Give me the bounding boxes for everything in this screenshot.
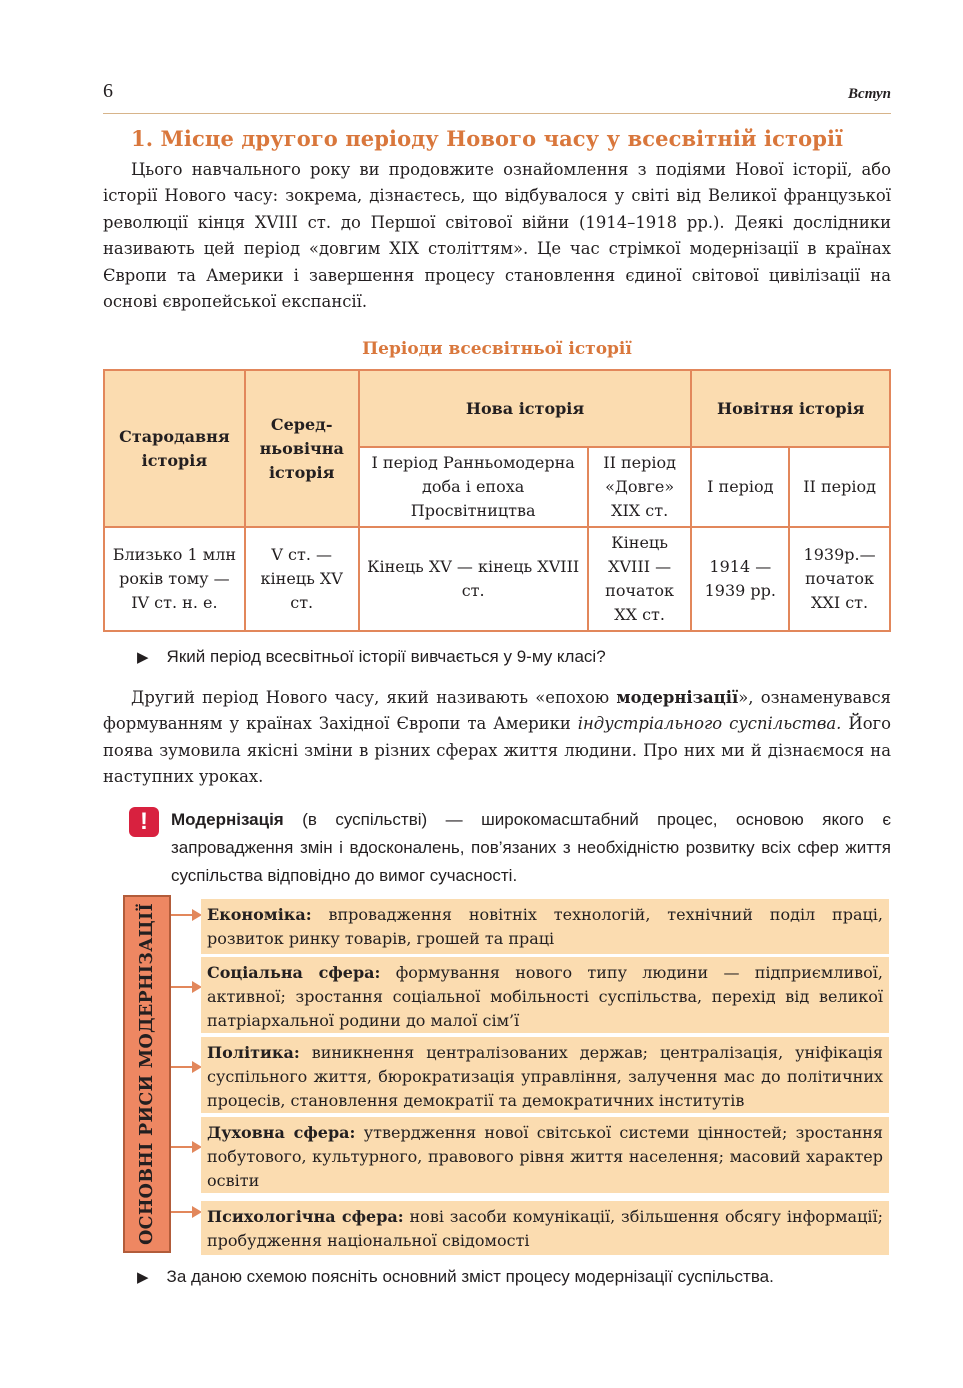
diagram-label-text: ОСНОВНІ РИСИ МОДЕРНІЗАЦІЇ bbox=[137, 903, 157, 1245]
triangle-right-icon: ▶ bbox=[137, 1269, 149, 1286]
header-modern: Нова історія bbox=[359, 370, 692, 447]
feature-text: утвердження нової світської системи цінностей; зростання побутового, культурного, правового рівня життя населення; масовий характер освіти bbox=[207, 1123, 884, 1190]
dates-contemporary-2: 1939р.— початок XXI ст. bbox=[789, 527, 890, 631]
definition-term: Модернізація bbox=[171, 810, 284, 829]
running-head: Вступ bbox=[848, 86, 891, 102]
exclamation-icon: ! bbox=[129, 807, 159, 837]
question-2 bbox=[137, 1267, 774, 1287]
feature-psychological bbox=[201, 1201, 889, 1255]
subheader-modern-1: I період Ранньомодерна доба і епоха Просвітництва bbox=[359, 447, 588, 527]
subheader-contemporary-2: II період bbox=[789, 447, 890, 527]
header-medieval: Серед-ньовічна історія bbox=[245, 370, 359, 527]
feature-term: Соціальна сфера: bbox=[207, 963, 381, 982]
dates-ancient: Близько 1 млн років тому — IV ст. н. е. bbox=[104, 527, 245, 631]
triangle-right-icon: ▶ bbox=[137, 649, 149, 666]
feature-term: Психологічна сфера: bbox=[207, 1207, 404, 1226]
paragraph-2-bold-term: модернізації bbox=[616, 688, 739, 707]
section-title: 1. Місце другого періоду Нового часу у всесвітній історії bbox=[131, 126, 844, 151]
periods-table bbox=[103, 369, 891, 632]
arrow-right-icon bbox=[171, 914, 193, 916]
definition-text: (в суспільстві) — широкомасштабний процес, основою якого є запровадження змін і вдосконалень, пов’язаних з необхідністю розвитку всіх сфер життя суспільства відповідно до вимог сучасності. bbox=[171, 810, 891, 885]
feature-term: Економіка: bbox=[207, 905, 312, 924]
question-1-text: Який період всесвітньої історії вивчається у 9-му класі? bbox=[166, 647, 606, 666]
feature-term: Духовна сфера: bbox=[207, 1123, 356, 1142]
paragraph-2-text bbox=[103, 685, 891, 791]
header-contemporary: Новітня історія bbox=[691, 370, 890, 447]
feature-politics bbox=[201, 1037, 889, 1113]
header-ancient: Стародавня історія bbox=[104, 370, 245, 527]
question-1 bbox=[137, 647, 606, 667]
subheader-modern-2: II період «Довге» XIX ст. bbox=[588, 447, 692, 527]
feature-text: виникнення централізованих держав; централізація, уніфікація суспільного життя, бюрократизація управління, залучення мас до політичних процесів, становлення демократії та демократичних інститутів bbox=[207, 1043, 883, 1110]
dates-modern-1: Кінець XV — кінець XVIII ст. bbox=[359, 527, 588, 631]
arrow-right-icon bbox=[171, 986, 193, 988]
feature-spiritual bbox=[201, 1117, 889, 1193]
paragraph-2-part1: Другий період Нового часу, який називають «епохою bbox=[131, 688, 617, 707]
table-dates-row bbox=[104, 527, 890, 631]
page-number: 6 bbox=[103, 80, 113, 102]
paragraph-2 bbox=[103, 685, 891, 791]
dates-medieval: V ст. — кінець XV ст. bbox=[245, 527, 359, 631]
subheader-contemporary-1: I період bbox=[691, 447, 789, 527]
header-rule bbox=[103, 113, 891, 114]
feature-text: формування нового типу людини — підприємливої, активної; зростання соціальної мобільності суспільства, перехід від великої патріархальної родини до малої сім’ї bbox=[207, 963, 883, 1030]
question-2-text: За даною схемою поясніть основний зміст процесу модернізації суспільства. bbox=[166, 1267, 774, 1286]
arrow-right-icon bbox=[171, 1066, 193, 1068]
feature-term: Політика: bbox=[207, 1043, 300, 1062]
diagram-label bbox=[123, 895, 171, 1253]
paragraph-2-part3: Його поява зумовила якісні зміни в різних сферах життя людини. Про них ми й дізнаємося на наступних уроках. bbox=[103, 714, 892, 787]
arrow-right-icon bbox=[171, 1211, 193, 1213]
intro-paragraph-text: Цього навчального року ви продовжите ознайомлення з подіями Нової історії, або історії Нового часу: зокрема, дізнаєтесь, що відбувалося у світі від Великої французької революції кінця XVIII ст. до Першої світової війни (1914–1918 рр.). Деякі дослідники називають цей період «довгим XIX століттям». Це час стрімкої модернізації в країнах Європи та Америки і завершення процесу становлення єдиної світової цивілізації на основі європейської експансії. bbox=[103, 160, 891, 312]
feature-economy bbox=[201, 899, 889, 954]
arrow-right-icon bbox=[171, 1146, 193, 1148]
definition-block bbox=[171, 806, 891, 890]
feature-text: нові засоби комунікації, збільшення обсягу інформації; пробудження національної свідомості bbox=[207, 1207, 884, 1250]
intro-paragraph bbox=[103, 157, 891, 315]
paragraph-2-part2: », ознаменувався формуванням у країнах Західної Європи та Америки bbox=[103, 688, 891, 734]
dates-contemporary-1: 1914 — 1939 рр. bbox=[691, 527, 789, 631]
feature-text: впровадження новітніх технологій, технічний поділ праці, розвиток ринку товарів, грошей та праці bbox=[207, 905, 883, 948]
dates-modern-2: Кінець XVIII — початок XX ст. bbox=[588, 527, 692, 631]
feature-social bbox=[201, 957, 889, 1033]
table-title: Періоди всесвітньої історії bbox=[362, 339, 632, 359]
paragraph-2-italic-term: індустріального суспільства. bbox=[577, 714, 842, 734]
table-header-row bbox=[104, 370, 890, 447]
